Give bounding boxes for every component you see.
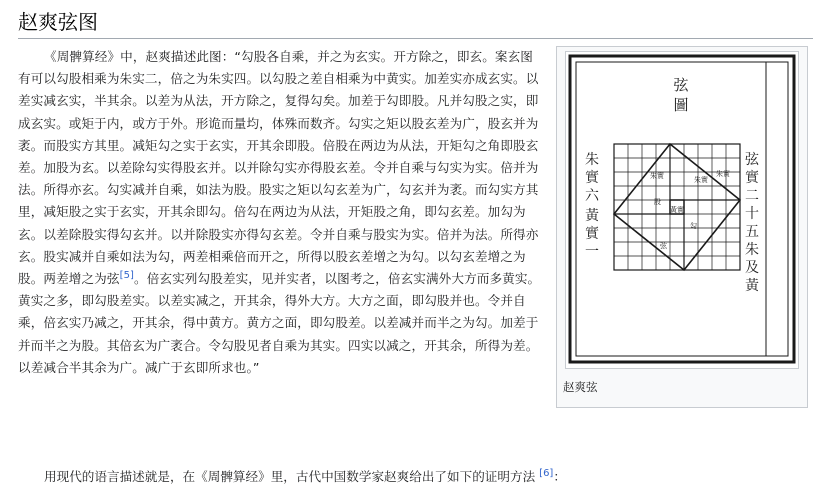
right-col1-char-4: 十 [745,206,759,222]
label-zhu-3: 朱實 [716,170,730,178]
figure-thumbnail [556,46,808,408]
label-xian: 弦 [660,242,667,250]
right-col2-char-3: 及 [745,260,759,276]
right-vertical-text [745,152,760,294]
left-col1-char-2: 實 [585,170,599,186]
xian-diagram-svg [566,52,798,368]
right-col1-char-3: 二 [745,188,759,204]
figure-title-char-2: 圖 [673,96,689,114]
citation-5-link[interactable]: [5] [119,269,135,281]
left-col2-char-1: 黃 [585,208,599,224]
modern-description-paragraph [44,466,744,488]
right-col1-char-2: 實 [745,170,759,186]
label-zhu-2: 朱實 [694,176,708,184]
left-col2-char-3: 一 [585,244,599,260]
label-huang: 黃實 [670,206,684,214]
label-gu: 股 [654,198,661,206]
left-col1-char-1: 朱 [585,152,599,168]
figure-title-char-1: 弦 [673,76,689,94]
heading-divider [18,38,813,39]
citation-6[interactable] [539,468,553,479]
right-col2-char-4: 黃 [745,278,759,294]
citation-5[interactable] [120,270,134,281]
quote-text-continued: 。倍玄实列勾股差实，见并实者，以图考之，倍玄实满外大方而多黄实。黄实之多，即勾股差实。以差实减之，开其余，得外大方。大方之面，即勾股并也。令并自乘，倍玄实乃减之，开其余，得中黄方。黄方之面，即勾股差。以差减并而半之为勾。加差于并而半之为股。其倍玄为广袤合。令勾股见者自乘为其实。四实以减之，开其余，所得为差。以差减合半其余为广。减广于玄即所求也。” [18,271,541,375]
section-heading: 赵爽弦图 [18,10,98,34]
label-zhu-1: 朱實 [650,172,664,180]
left-vertical-text [585,151,600,260]
paragraph-end-punctuation: ： [553,469,566,484]
label-gou: 勾 [690,222,697,230]
figure-caption: 赵爽弦 [563,380,598,394]
modern-description-text: 用现代的语言描述就是，在《周髀算经》里，古代中国数学家赵爽给出了如下的证明方法 [44,469,536,484]
right-col1-char-1: 弦 [745,152,759,168]
quote-paragraph [18,46,544,379]
right-col2-char-2: 朱 [745,242,759,258]
inner-labels [650,169,731,250]
quote-text: 《周髀算经》中，赵爽描述此图：“勾股各自乘，并之为玄实。开方除之，即玄。案玄图有可以勾股相乘为朱实二，倍之为朱实四。以勾股之差自相乘为中黄实。加差实亦成玄实。以差实减玄实，半其余。以差为从法，开方除之，复得勾矣。加差于勾即股。凡并勾股之实，即成玄实。或矩于内，或方于外。形诡而量均，体殊而数齐。勾实之矩以股玄差为广，股玄并为袤。而股实方其里。减矩勾之实于玄实，开其余即股。倍股在两边为从法，开矩勾之角即股玄差。加股为玄。以差除勾实得股玄并。以并除勾实亦得股玄差。令并自乘与勾实为实。倍并为法。所得亦玄。勾实减并自乘，如法为股。股实之矩以勾玄差为广，勾玄并为袤。而勾实方其里，减矩股之实于玄实，开其余即勾。倍勾在两边为从法，开矩股之角，即勾玄差。加勾为玄。以差除股实得勾玄并。以并除股实亦得勾玄差。令并自乘与股实为实。倍并为法。所得亦玄。股实减并自乘如法为勾，两差相乘倍而开之，所得以股玄差增之为勾。以勾玄差增之为股。两差增之为弦 [18,49,539,287]
left-col2-char-2: 實 [585,226,599,242]
figure-image[interactable] [565,51,799,369]
right-col2-char-1: 五 [745,224,759,240]
citation-6-link[interactable]: [6] [539,467,554,479]
left-col1-char-3: 六 [585,188,599,204]
